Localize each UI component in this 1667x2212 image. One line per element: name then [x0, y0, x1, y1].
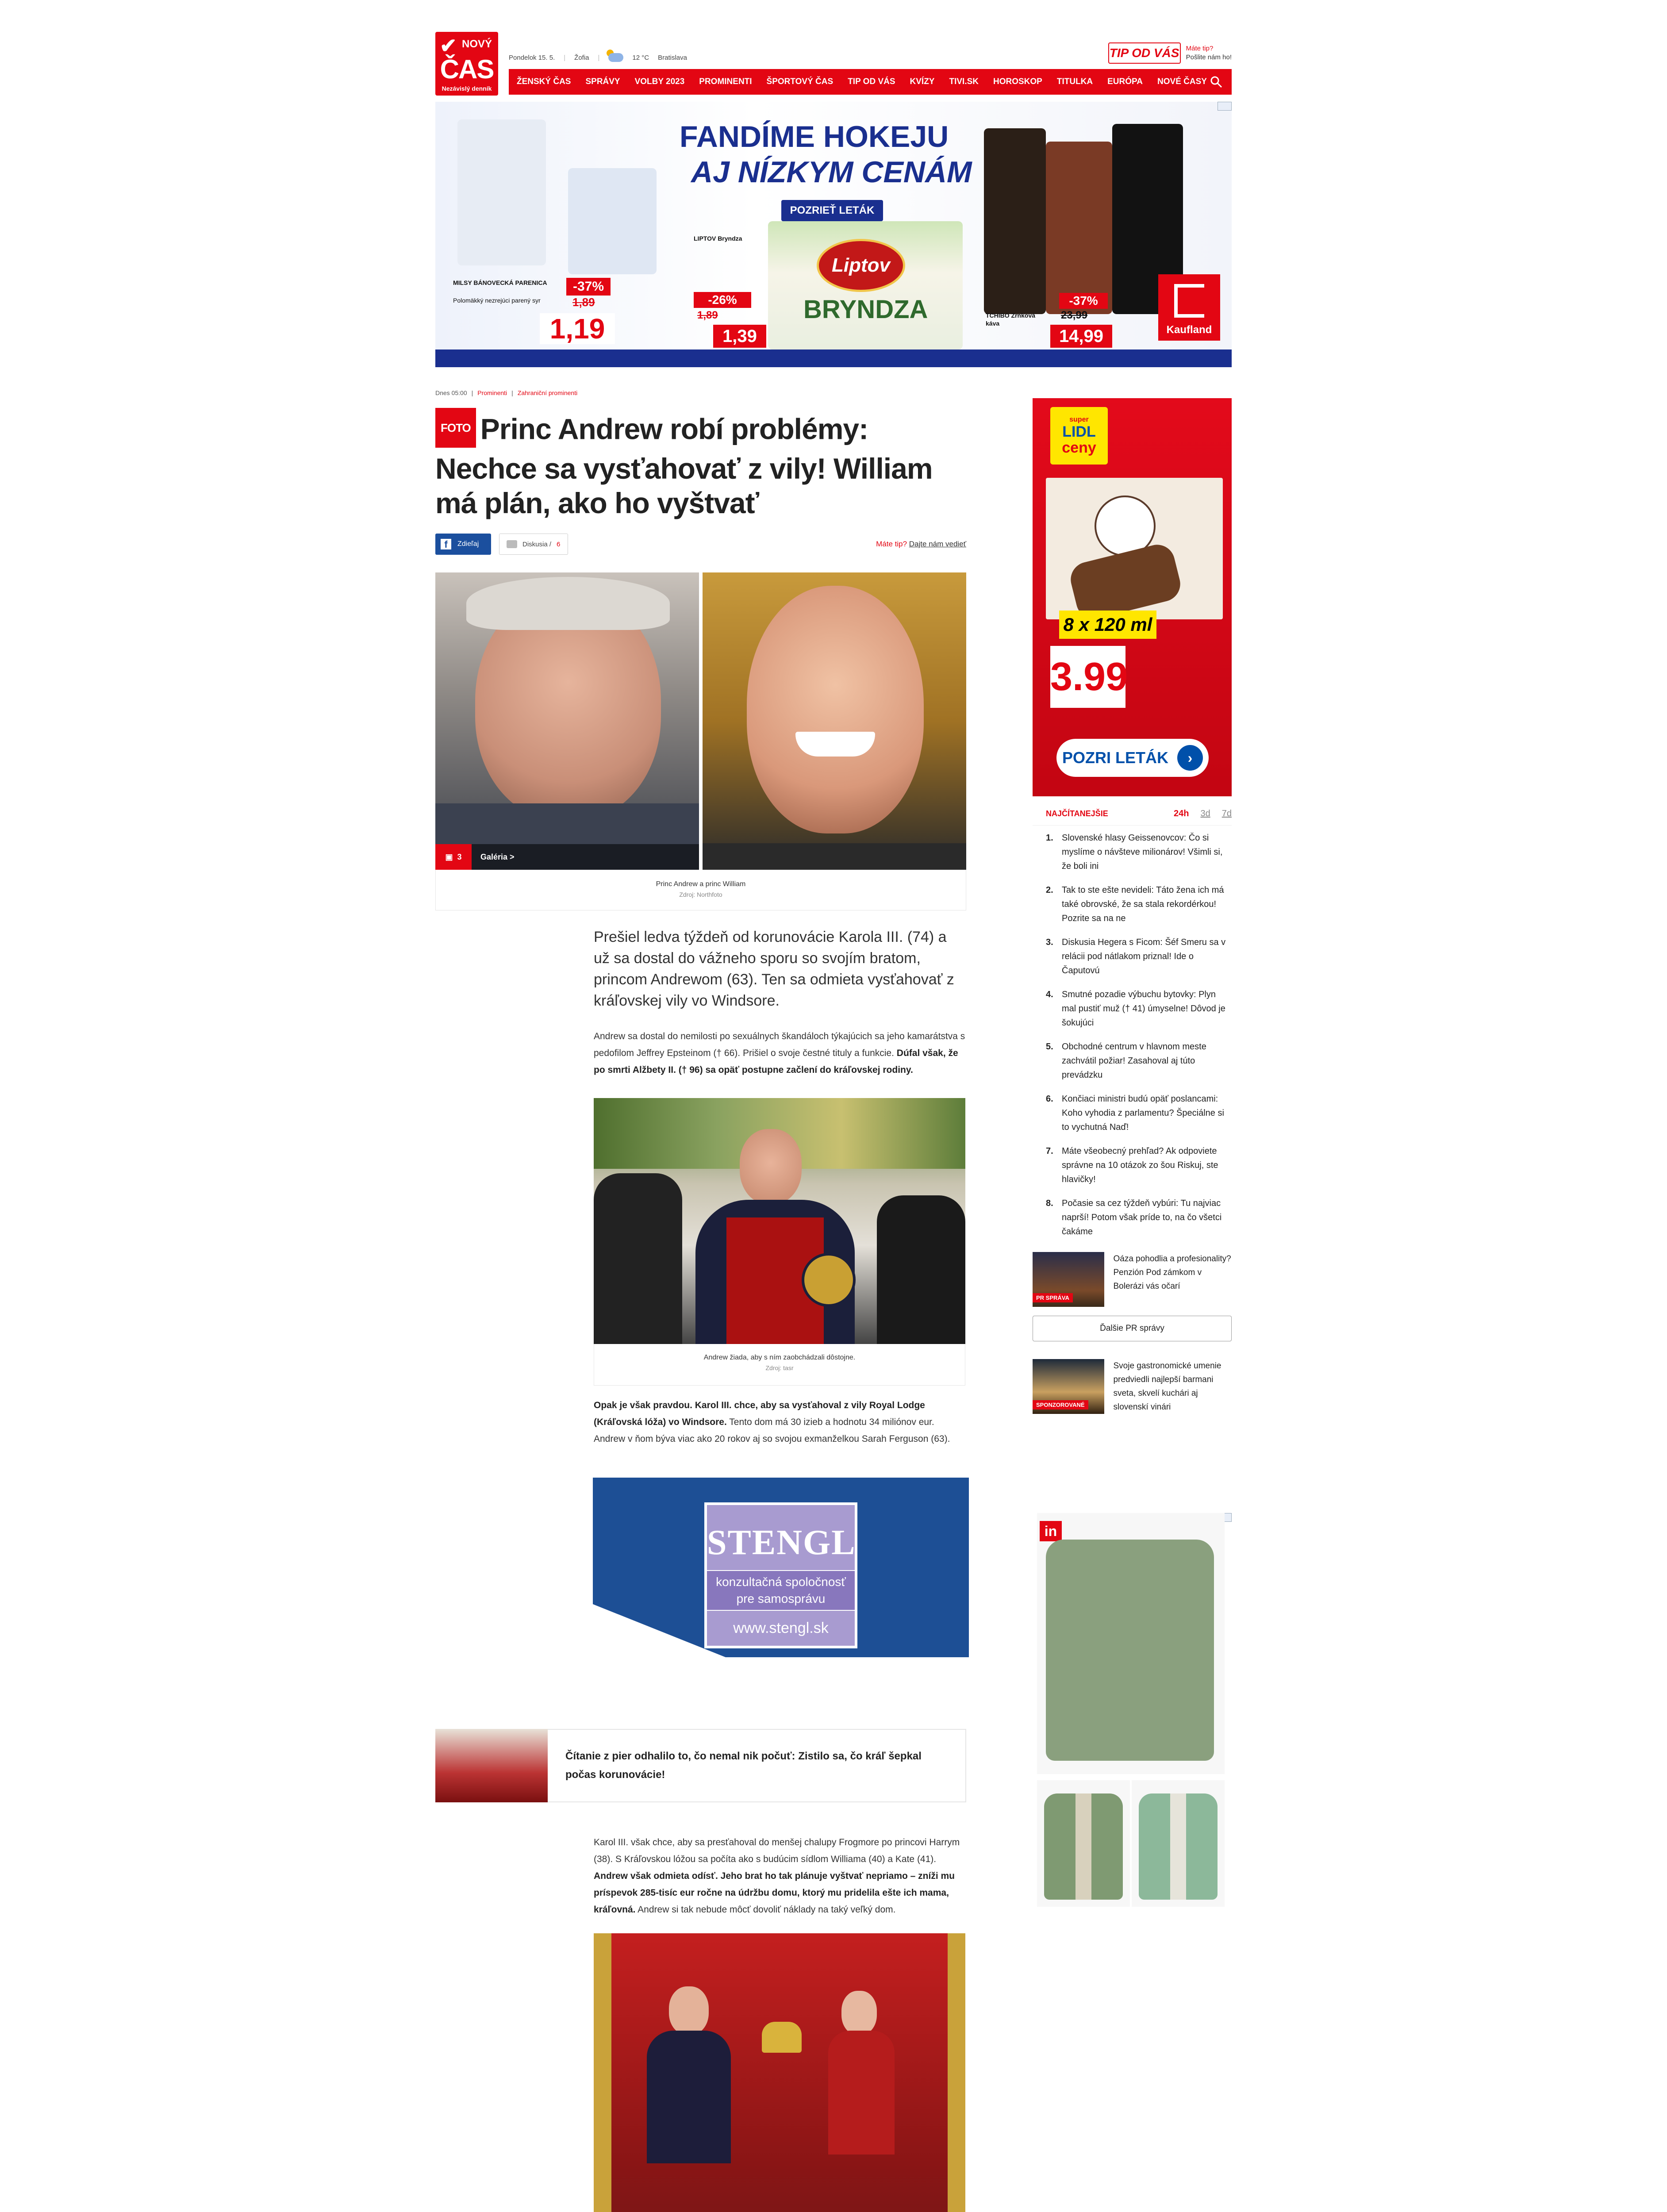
product3-old-price: 23,99 [1061, 309, 1088, 321]
banner-stripe [435, 349, 1232, 367]
photo-badge: FOTO [435, 408, 476, 448]
related-title[interactable]: Čítanie z pier odhalilo to, čo nemal nik počuť: Zistilo sa, čo kráľ šepkal počas korunovácie! [565, 1750, 922, 1781]
tip-question: Máte tip? [1186, 45, 1214, 52]
ad-brand: STENGL [707, 1523, 856, 1562]
item-title[interactable]: Máte všeobecný prehľad? Ak odpoviete správne na 10 otázok zo šou Riskuj, ste hlavičky! [1062, 1146, 1218, 1184]
publish-time: Dnes 05:00 [435, 389, 467, 396]
product2-discount: -26% [694, 292, 751, 308]
tab-3d[interactable]: 3d [1200, 809, 1210, 818]
face-shape [740, 1129, 802, 1204]
main-nav [509, 69, 1232, 95]
product-image [568, 168, 657, 274]
most-read-tabs [1174, 809, 1232, 819]
nav-item[interactable]: VOLBY 2023 [634, 77, 685, 86]
nav-item[interactable]: KVÍZY [910, 77, 935, 86]
most-read-title: NAJČÍTANEJŠIE [1046, 809, 1108, 818]
pr-article[interactable] [1033, 1252, 1232, 1307]
view-leaflet-button[interactable]: POZRIEŤ LETÁK [781, 200, 883, 221]
face-shape [841, 1991, 877, 2035]
article-paragraph [594, 1028, 965, 1079]
shirt-shape [1046, 1540, 1214, 1761]
facebook-share-button[interactable] [435, 534, 491, 555]
most-read-widget [1033, 809, 1232, 1239]
coffee-bag-image [984, 128, 1046, 314]
sponsored-article[interactable] [1033, 1359, 1232, 1414]
discussion-label: Diskusia / [522, 540, 552, 548]
search-icon[interactable] [1210, 75, 1223, 88]
shirt-product[interactable] [1037, 1513, 1225, 1774]
pr-badge: PR SPRÁVA [1033, 1293, 1073, 1302]
nav-item[interactable]: PROMINENTI [699, 77, 752, 86]
arrow-right-icon: › [1177, 745, 1203, 771]
ad-subtitle [707, 1570, 855, 1611]
breadcrumb [435, 389, 966, 396]
page [435, 27, 1232, 1915]
list-item[interactable] [1033, 1196, 1232, 1239]
face-shape [747, 586, 924, 833]
stengl-ad[interactable] [593, 1478, 969, 1657]
item-title[interactable]: Končiaci ministri budú opäť poslancami: Koho vyhodia z parlamentu? Špeciálne si to vychutná Naď! [1062, 1094, 1224, 1132]
pr-thumbnail [1033, 1252, 1104, 1307]
share-label: Zdieľaj [457, 540, 479, 548]
kaufland-logo [1158, 274, 1220, 341]
shirt-shape [1044, 1793, 1123, 1900]
coffee-bag-image [1046, 142, 1112, 314]
product3-price: 14,99 [1050, 325, 1112, 348]
tip-question: Máte tip? [876, 540, 907, 548]
lidl-logo-text: ceny [1062, 439, 1096, 456]
paragraph-text: Andrew si tak nebude môcť dovoliť náklady na taký veľký dom. [635, 1905, 896, 1915]
product1-discount: -37% [566, 278, 611, 296]
list-item[interactable] [1033, 987, 1232, 1030]
item-number: 7. [1046, 1146, 1053, 1156]
banner-subheadline: AJ NÍZKYM CENÁM [691, 155, 972, 189]
related-article[interactable] [435, 1729, 966, 1802]
nav-item[interactable]: TITULKA [1056, 77, 1093, 86]
weather-cloud-icon [608, 53, 623, 62]
item-number: 6. [1046, 1094, 1053, 1104]
item-number: 2. [1046, 885, 1053, 895]
liptov-logo: Liptov [817, 239, 905, 292]
hair-shape [466, 577, 670, 630]
item-number: 1. [1046, 833, 1053, 843]
article-photo-andrew-garter[interactable] [594, 1098, 965, 1344]
list-item[interactable] [1033, 935, 1232, 978]
top-info-bar [509, 53, 687, 62]
item-number: 3. [1046, 937, 1053, 947]
smile-shape [795, 732, 875, 757]
item-title[interactable]: Smutné pozadie výbuchu bytovky: Plyn mal pustiť muž († 41) úmyselne! Dôvod je šokujúci [1062, 990, 1225, 1028]
tip-text [1186, 44, 1232, 62]
tip-logo[interactable]: TIP OD VÁS [1108, 42, 1181, 64]
product3-discount: -37% [1059, 293, 1108, 309]
article-title-text: Princ Andrew robí problémy: Nechce sa vysťahovať z vily! William má plán, ako ho vyštvať [435, 412, 933, 519]
weather-city: Bratislava [658, 54, 687, 61]
item-number: 8. [1046, 1198, 1053, 1208]
sidebar [1033, 398, 1232, 1414]
paragraph-text: Karol III. však chce, aby sa presťahoval do menšej chalupy Frogmore po princovi Harrym (38). S Kráľovskou lóžou sa počíta ako s budúcim sídlom Williama (40) a Kate (41). [594, 1837, 960, 1864]
ice-cream-box-image [1046, 478, 1223, 619]
store-name: Kaufland [1166, 324, 1212, 336]
garter-badge-shape [802, 1253, 856, 1307]
article-title [435, 411, 966, 520]
article-lead: Prešiel ledva týždeň od korunovácie Karola III. (74) a už sa dostal do vážneho sporu so svojím bratom, princom Andrewom (63). Ten sa odmieta vysťahovať z kráľovskej vily vo Windsore. [594, 929, 954, 1009]
item-title[interactable]: Obchodné centrum v hlavnom meste zachvátil požiar! Zasahoval aj túto prevádzku [1062, 1042, 1206, 1080]
share-bar [435, 534, 966, 556]
nav-item[interactable]: HOROSKOP [993, 77, 1042, 86]
shirt-product[interactable] [1132, 1780, 1225, 1907]
sponsored-badge: SPONZOROVANÉ [1033, 1400, 1088, 1409]
adchoices-icon[interactable] [1218, 102, 1232, 111]
tip-link [876, 540, 966, 549]
site-logo[interactable] [435, 32, 498, 96]
logo-top-text: NOVÝ [462, 38, 492, 50]
item-title[interactable]: Počasie sa cez týždeň vybúri: Tu najviac naprší! Potom však príde to, na čo všetci čakáme [1062, 1198, 1222, 1237]
product-size: 8 x 120 ml [1059, 611, 1156, 639]
paragraph-bold: Dúfal však, že po smrti Alžbety II. († 96) sa opäť postupne začlení do kráľovskej rodiny. [594, 1048, 958, 1075]
item-title[interactable]: Diskusia Hegera s Ficom: Šéf Smeru sa v relácii pod nátlakom priznal! Ide o Čaputovú [1062, 937, 1226, 975]
product2-old-price: 1,89 [697, 309, 718, 321]
product3-name: TCHIBO Zrnková káva [986, 312, 1036, 327]
hero-gallery[interactable] [435, 572, 966, 870]
tab-24h[interactable]: 24h [1174, 809, 1189, 818]
robe-shape [647, 2031, 731, 2163]
lidl-logo [1050, 407, 1108, 465]
gallery-bar[interactable] [435, 844, 699, 870]
product1-desc: Polomäkký nezrejúci parený syr [453, 297, 541, 304]
caption-text: Princ Andrew a princ William [656, 880, 746, 888]
checkmark-icon: ✔ [440, 34, 457, 57]
lidl-logo-text: super [1069, 416, 1089, 423]
nav-item[interactable]: EURÓPA [1107, 77, 1143, 86]
gallery-count-text: 3 [457, 852, 462, 861]
current-date: Pondelok 15. 5. [509, 54, 555, 61]
breadcrumb-link[interactable]: Prominenti [477, 389, 507, 396]
nameday: Žofia [574, 54, 589, 61]
list-item[interactable] [1033, 831, 1232, 873]
shirt-shape [1139, 1793, 1218, 1900]
breadcrumb-link[interactable]: Zahraniční prominenti [517, 389, 578, 396]
image-icon: ▣ [445, 852, 453, 861]
paragraph-bold: Andrew však odmieta odísť. Jeho brat ho tak plánuje vyštvať nepriamo – zníži mu príspevok 285-tisíc eur ročne na údržbu domu, ktorý mu pridelila ešte ich mama, kráľovná. [594, 1871, 955, 1915]
nav-item[interactable]: TIP OD VÁS [848, 77, 895, 86]
view-leaflet-button[interactable] [1056, 739, 1209, 777]
divider: | [564, 54, 566, 61]
ad-url: www.stengl.sk [733, 1620, 829, 1636]
kaufland-banner-ad[interactable] [435, 102, 1232, 367]
related-thumbnail [435, 1729, 548, 1802]
figure-shape [877, 1195, 965, 1344]
bryndza-product-image [768, 221, 963, 349]
nav-item[interactable]: ŽENSKÝ ČAS [517, 77, 571, 86]
temperature: 12 °C [632, 54, 649, 61]
nav-item[interactable]: NOVÉ ČASY [1157, 77, 1207, 86]
nav-item[interactable]: ŠPORTOVÝ ČAS [766, 77, 834, 86]
photo-caption [594, 1344, 965, 1386]
shop-logo: in [1040, 1521, 1062, 1541]
more-pr-button[interactable]: Ďalšie PR správy [1033, 1316, 1232, 1341]
comment-icon [507, 540, 517, 548]
paragraph-bold: Opak je však pravdou. Karol III. chce, aby sa vysťahoval z vily Royal Lodge (Kráľovská lóža) vo Windsore. [594, 1400, 925, 1427]
product2-price: 1,39 [713, 325, 766, 348]
ad-subtitle-line: konzultačná spoločnosť [716, 1575, 846, 1589]
list-item[interactable] [1033, 1092, 1232, 1134]
crown-shape [762, 2022, 802, 2053]
product2-name: LIPTOV Bryndza [694, 235, 742, 242]
pillar-shape [948, 1933, 965, 2212]
divider: | [598, 54, 600, 61]
button-label: POZRI LETÁK [1062, 749, 1168, 767]
shirt-product[interactable] [1037, 1780, 1130, 1907]
lidl-logo-text: LIDL [1062, 423, 1096, 440]
divider: | [471, 389, 473, 396]
product-image [457, 119, 546, 265]
list-item[interactable] [1033, 1040, 1232, 1082]
item-number: 4. [1046, 990, 1053, 999]
hero-caption [435, 870, 966, 910]
article-paragraph [594, 1397, 965, 1448]
product1-price: 1,19 [540, 313, 615, 344]
nav-item[interactable]: TIVI.SK [949, 77, 979, 86]
tip-link-text[interactable]: Dajte nám vedieť [909, 540, 966, 548]
gallery-count [435, 844, 472, 870]
pillar-shape [594, 1933, 611, 2212]
article-body [594, 926, 965, 1448]
caption-source: Zdroj: Northfoto [679, 891, 722, 898]
sponsored-title[interactable]: Svoje gastronomické umenie predviedli najlepší barmani sveta, skvelí kuchári aj slovenskí vinári [1113, 1361, 1221, 1412]
banner-headline: FANDÍME HOKEJU [680, 120, 949, 154]
bryndza-label: BRYNDZA [803, 295, 928, 324]
gallery-link[interactable]: Galéria > [480, 852, 515, 861]
facebook-icon: f [441, 539, 451, 549]
nav-item[interactable]: SPRÁVY [585, 77, 620, 86]
logo-main-text: ČAS [440, 54, 494, 84]
product1-name: MILSY BÁNOVECKÁ PARENICA [453, 279, 547, 286]
tip-cta[interactable]: Pošlite nám ho! [1186, 54, 1232, 61]
item-title[interactable]: Slovenské hlasy Geissenovcov: Čo si myslíme o návšteve milionárov! Všimli si, že boli ini [1062, 833, 1223, 871]
list-item[interactable] [1033, 1144, 1232, 1187]
shirt-ad[interactable] [1033, 1513, 1232, 1911]
tunic-shape [828, 2031, 895, 2154]
photo-prince-william [703, 572, 966, 870]
list-item[interactable] [1033, 883, 1232, 926]
divider: | [511, 389, 513, 396]
article-photo-royal-portrait[interactable] [594, 1933, 965, 2212]
photo-prince-andrew [435, 572, 699, 870]
discussion-button[interactable] [499, 534, 568, 555]
face-shape [669, 1986, 709, 2035]
ad-subtitle-line: pre samosprávu [736, 1592, 826, 1605]
suit-shape [703, 843, 966, 870]
logo-tagline: Nezávislý denník [442, 85, 492, 92]
site-header [435, 27, 1232, 97]
product-price: 3.99 [1050, 646, 1125, 708]
sponsored-thumbnail [1033, 1359, 1104, 1414]
item-number: 5. [1046, 1042, 1053, 1052]
stengl-card [704, 1502, 857, 1648]
tab-7d[interactable]: 7d [1221, 809, 1232, 818]
product1-old-price: 1,89 [572, 296, 595, 309]
tip-box[interactable] [1108, 42, 1232, 64]
kaufland-k-icon [1174, 284, 1204, 318]
caption-source: Zdroj: tasr [765, 1364, 794, 1371]
most-read-list [1033, 831, 1232, 1239]
paragraph-text: Tento dom má 30 izieb a hodnotu 34 miliónov eur. Andrew v ňom býva viac ako 20 rokov aj so svojou exmanželkou Sarah Ferguson (63). [594, 1417, 950, 1444]
most-read-header [1033, 809, 1232, 826]
article [435, 389, 966, 1915]
pr-title[interactable]: Oáza pohodlia a profesionality? Penzión Pod zámkom v Bolerázi vás očarí [1113, 1254, 1231, 1291]
paragraph-text: Andrew sa dostal do nemilosti po sexuálnych škandáloch týkajúcich sa jeho kamarátstva s pedofilom Jeffrey Epsteinom († 66). Prišiel o svoje čestné tituly a funkcie. [594, 1031, 965, 1058]
caption-text: Andrew žiada, aby s ním zaobchádzali dôstojne. [703, 1354, 856, 1361]
figure-shape [594, 1173, 682, 1344]
item-title[interactable]: Tak to ste ešte nevideli: Táto žena ich má také obrovské, že sa stala rekordérkou! Pozrite sa na ne [1062, 885, 1224, 923]
article-paragraph [594, 1834, 965, 1918]
lidl-ad[interactable] [1033, 398, 1232, 796]
discussion-count: 6 [557, 540, 561, 548]
